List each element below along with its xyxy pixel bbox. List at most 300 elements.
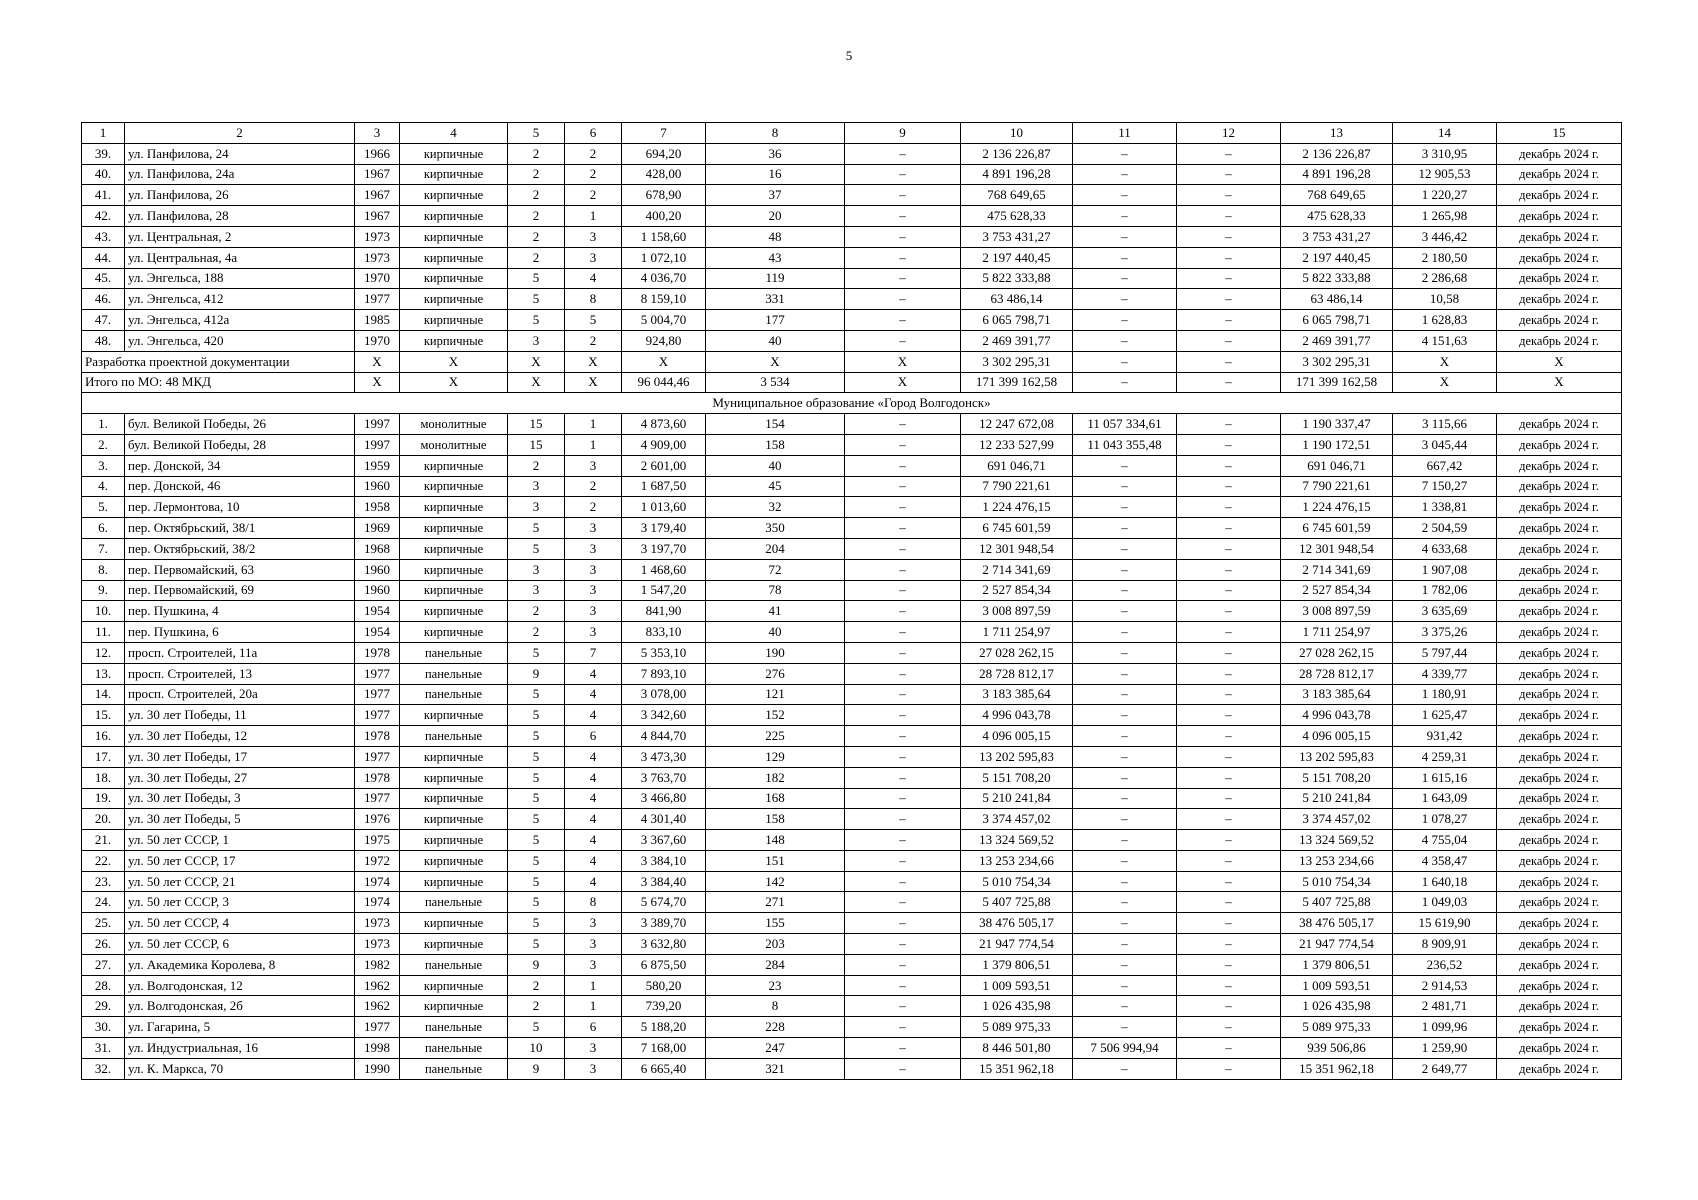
table-cell: 12 247 672,08 [961, 414, 1073, 435]
table-cell: – [1177, 247, 1281, 268]
table-cell: 3 [565, 934, 622, 955]
table-cell: 5 353,10 [622, 642, 706, 663]
table-row [82, 226, 1622, 247]
table-cell: – [1073, 206, 1177, 227]
design-docs-row-label: Разработка проектной документации [82, 351, 355, 372]
column-header: 3 [355, 123, 400, 144]
table-row [82, 455, 1622, 476]
table-cell: 1977 [355, 684, 400, 705]
table-cell: 11. [82, 622, 125, 643]
table-cell: декабрь 2024 г. [1497, 1017, 1622, 1038]
table-cell: 1 379 806,51 [961, 954, 1073, 975]
table-cell: 1960 [355, 559, 400, 580]
table-cell: 1954 [355, 622, 400, 643]
table-cell: 2. [82, 434, 125, 455]
table-cell: кирпичные [400, 476, 508, 497]
table-row [82, 934, 1622, 955]
table-cell: 9 [508, 1058, 565, 1079]
table-cell: 7 168,00 [622, 1038, 706, 1059]
table-cell: кирпичные [400, 809, 508, 830]
table-cell: – [1073, 538, 1177, 559]
table-row [82, 601, 1622, 622]
table-row [82, 580, 1622, 601]
table-cell: 1 026 435,98 [961, 996, 1073, 1017]
table-cell: декабрь 2024 г. [1497, 913, 1622, 934]
table-cell: пер. Пушкина, 4 [125, 601, 355, 622]
table-cell: 11 043 355,48 [1073, 434, 1177, 455]
table-cell: – [845, 434, 961, 455]
table-cell: 4 096 005,15 [961, 726, 1073, 747]
table-cell: 36 [706, 143, 845, 164]
table-cell: 228 [706, 1017, 845, 1038]
table-cell: 1 009 593,51 [1281, 975, 1393, 996]
table-cell: 3 [565, 518, 622, 539]
table-cell: 46. [82, 289, 125, 310]
table-cell: 3 342,60 [622, 705, 706, 726]
table-cell: 2 601,00 [622, 455, 706, 476]
table-cell: 2 [565, 185, 622, 206]
table-cell: – [1177, 934, 1281, 955]
table-cell: 841,90 [622, 601, 706, 622]
table-cell: кирпичные [400, 622, 508, 643]
table-cell: ул. Панфилова, 28 [125, 206, 355, 227]
table-cell: – [1073, 705, 1177, 726]
table-cell: панельные [400, 726, 508, 747]
table-cell: 119 [706, 268, 845, 289]
table-cell: – [845, 1058, 961, 1079]
table-cell: – [845, 580, 961, 601]
table-cell: 2 [508, 206, 565, 227]
table-cell: 276 [706, 663, 845, 684]
table-row [82, 975, 1622, 996]
table-cell: – [1073, 330, 1177, 351]
table-row [82, 850, 1622, 871]
table-cell: 14. [82, 684, 125, 705]
table-cell: 5 [508, 705, 565, 726]
table-cell: 3 [565, 559, 622, 580]
table-cell: 21 947 774,54 [1281, 934, 1393, 955]
table-cell: 694,20 [622, 143, 706, 164]
table-row [82, 497, 1622, 518]
table-cell: декабрь 2024 г. [1497, 1038, 1622, 1059]
table-cell: 1977 [355, 788, 400, 809]
page-number: 5 [845, 48, 853, 63]
table-cell: – [1177, 497, 1281, 518]
table-cell: – [1177, 996, 1281, 1017]
table-cell: 3. [82, 455, 125, 476]
table-cell: X [565, 372, 622, 393]
table-cell: декабрь 2024 г. [1497, 580, 1622, 601]
total-row [82, 372, 1622, 393]
table-cell: 29. [82, 996, 125, 1017]
table-cell: 1973 [355, 247, 400, 268]
table-cell: 152 [706, 705, 845, 726]
table-cell: – [845, 913, 961, 934]
table-cell: – [1073, 559, 1177, 580]
table-cell: 39. [82, 143, 125, 164]
table-cell: кирпичные [400, 913, 508, 934]
table-cell: – [845, 726, 961, 747]
table-cell: 1967 [355, 164, 400, 185]
table-cell: 4. [82, 476, 125, 497]
table-cell: 3 374 457,02 [961, 809, 1073, 830]
table-cell: 475 628,33 [1281, 206, 1393, 227]
table-cell: 7 150,27 [1393, 476, 1497, 497]
table-cell: 2 [565, 497, 622, 518]
table-cell: 4 339,77 [1393, 663, 1497, 684]
table-cell: – [1177, 830, 1281, 851]
table-cell: 5 210 241,84 [961, 788, 1073, 809]
table-cell: кирпичные [400, 206, 508, 227]
table-cell: – [1177, 580, 1281, 601]
table-cell: 331 [706, 289, 845, 310]
table-row [82, 289, 1622, 310]
table-cell: 6 [565, 1017, 622, 1038]
table-cell: просп. Строителей, 20а [125, 684, 355, 705]
table-cell: 15 619,90 [1393, 913, 1497, 934]
table-cell: 5 407 725,88 [1281, 892, 1393, 913]
table-cell: 5 822 333,88 [961, 268, 1073, 289]
table-cell: – [845, 518, 961, 539]
table-cell: 3 [508, 580, 565, 601]
table-cell: – [1073, 289, 1177, 310]
table-cell: 1977 [355, 663, 400, 684]
table-cell: 1973 [355, 934, 400, 955]
column-header: 8 [706, 123, 845, 144]
table-cell: – [845, 788, 961, 809]
table-cell: 1. [82, 414, 125, 435]
table-cell: кирпичные [400, 330, 508, 351]
table-cell: 121 [706, 684, 845, 705]
table-cell: 768 649,65 [961, 185, 1073, 206]
table-cell: – [1073, 767, 1177, 788]
table-cell: – [845, 663, 961, 684]
table-cell: 3 473,30 [622, 746, 706, 767]
table-cell: 2 714 341,69 [961, 559, 1073, 580]
table-cell: 4 873,60 [622, 414, 706, 435]
table-cell: 1 687,50 [622, 476, 706, 497]
table-cell: – [1073, 996, 1177, 1017]
table-cell: – [845, 830, 961, 851]
table-cell: декабрь 2024 г. [1497, 226, 1622, 247]
table-cell: декабрь 2024 г. [1497, 414, 1622, 435]
table-cell: декабрь 2024 г. [1497, 850, 1622, 871]
table-cell: – [1177, 185, 1281, 206]
table-cell: ул. 30 лет Победы, 17 [125, 746, 355, 767]
table-cell: кирпичные [400, 455, 508, 476]
table-cell: декабрь 2024 г. [1497, 663, 1622, 684]
table-cell: – [845, 455, 961, 476]
table-cell: 5 [508, 809, 565, 830]
table-cell: ул. Панфилова, 24 [125, 143, 355, 164]
table-cell: 1973 [355, 913, 400, 934]
table-cell: 8 159,10 [622, 289, 706, 310]
table-cell: кирпичные [400, 830, 508, 851]
table-cell: 1977 [355, 746, 400, 767]
table-cell: 3 632,80 [622, 934, 706, 955]
table-cell: 2 197 440,45 [1281, 247, 1393, 268]
table-cell: 13 253 234,66 [961, 850, 1073, 871]
table-cell: 1 338,81 [1393, 497, 1497, 518]
table-cell: 15 [508, 434, 565, 455]
table-cell: кирпичные [400, 788, 508, 809]
table-cell: – [1073, 580, 1177, 601]
table-cell: 924,80 [622, 330, 706, 351]
table-cell: 182 [706, 767, 845, 788]
table-cell: – [1073, 934, 1177, 955]
table-cell: – [1073, 268, 1177, 289]
table-cell: 48 [706, 226, 845, 247]
table-cell: X [355, 372, 400, 393]
table-cell: 5 674,70 [622, 892, 706, 913]
table-cell: 5 089 975,33 [961, 1017, 1073, 1038]
table-cell: панельные [400, 954, 508, 975]
table-cell: 1 [565, 996, 622, 1017]
table-cell: – [845, 185, 961, 206]
table-cell: 2 [508, 247, 565, 268]
table-cell: 38 476 505,17 [961, 913, 1073, 934]
table-cell: – [1177, 746, 1281, 767]
table-cell: 1973 [355, 226, 400, 247]
table-cell: ул. Панфилова, 24а [125, 164, 355, 185]
table-cell: декабрь 2024 г. [1497, 601, 1622, 622]
table-cell: 580,20 [622, 975, 706, 996]
table-cell: 3 [565, 622, 622, 643]
table-cell: 1 078,27 [1393, 809, 1497, 830]
table-cell: кирпичные [400, 975, 508, 996]
table-cell: панельные [400, 1058, 508, 1079]
table-cell: 1 907,08 [1393, 559, 1497, 580]
table-cell: 1962 [355, 996, 400, 1017]
table-cell: 5 [508, 767, 565, 788]
table-cell: кирпичные [400, 580, 508, 601]
table-cell: – [845, 892, 961, 913]
table-cell: 7 [565, 642, 622, 663]
table-cell: 3 753 431,27 [1281, 226, 1393, 247]
table-cell: 1 265,98 [1393, 206, 1497, 227]
table-cell: 6. [82, 518, 125, 539]
table-cell: X [400, 372, 508, 393]
table-cell: 10. [82, 601, 125, 622]
table-cell: – [1073, 892, 1177, 913]
table-cell: 5 010 754,34 [1281, 871, 1393, 892]
table-cell: 5 [508, 746, 565, 767]
table-cell: 3 [565, 1058, 622, 1079]
column-header: 6 [565, 123, 622, 144]
table-cell: 2 469 391,77 [961, 330, 1073, 351]
table-cell: 9. [82, 580, 125, 601]
table-cell: 4 [565, 871, 622, 892]
table-cell: – [1177, 164, 1281, 185]
table-cell: 2 714 341,69 [1281, 559, 1393, 580]
table-cell: 4 [565, 746, 622, 767]
table-cell: 2 286,68 [1393, 268, 1497, 289]
table-cell: 28. [82, 975, 125, 996]
table-row [82, 622, 1622, 643]
table-cell: 7 790 221,61 [1281, 476, 1393, 497]
table-cell: 5 [508, 310, 565, 331]
table-cell: 1985 [355, 310, 400, 331]
table-cell: – [1177, 351, 1281, 372]
table-row [82, 476, 1622, 497]
table-cell: – [1073, 663, 1177, 684]
table-cell: 3 [508, 330, 565, 351]
table-cell: 1 379 806,51 [1281, 954, 1393, 975]
table-cell: 3 008 897,59 [1281, 601, 1393, 622]
table-cell: ул. Волгодонская, 2б [125, 996, 355, 1017]
table-cell: 2 [508, 455, 565, 476]
table-cell: 1 711 254,97 [1281, 622, 1393, 643]
table-cell: 1954 [355, 601, 400, 622]
table-cell: – [1073, 372, 1177, 393]
table-cell: 40 [706, 622, 845, 643]
table-cell: декабрь 2024 г. [1497, 310, 1622, 331]
table-cell: 10 [508, 1038, 565, 1059]
table-cell: 7 506 994,94 [1073, 1038, 1177, 1059]
table-cell: 1 224 476,15 [961, 497, 1073, 518]
table-cell: декабрь 2024 г. [1497, 164, 1622, 185]
table-cell: 1975 [355, 830, 400, 851]
table-row [82, 434, 1622, 455]
table-cell: – [1177, 143, 1281, 164]
table-cell: 1 468,60 [622, 559, 706, 580]
table-cell: 24. [82, 892, 125, 913]
table-cell: декабрь 2024 г. [1497, 268, 1622, 289]
table-cell: панельные [400, 1017, 508, 1038]
table-cell: кирпичные [400, 268, 508, 289]
table-cell: монолитные [400, 434, 508, 455]
table-cell: 10,58 [1393, 289, 1497, 310]
table-cell: панельные [400, 642, 508, 663]
table-cell: 78 [706, 580, 845, 601]
table-cell: 3 197,70 [622, 538, 706, 559]
table-cell: 42. [82, 206, 125, 227]
table-cell: 2 [565, 164, 622, 185]
table-cell: 4 [565, 788, 622, 809]
table-cell: – [1073, 642, 1177, 663]
table-cell: декабрь 2024 г. [1497, 206, 1622, 227]
table-cell: декабрь 2024 г. [1497, 247, 1622, 268]
table-cell: декабрь 2024 г. [1497, 143, 1622, 164]
table-cell: 18. [82, 767, 125, 788]
table-cell: 13 324 569,52 [1281, 830, 1393, 851]
table-cell: 4 755,04 [1393, 830, 1497, 851]
table-cell: 6 665,40 [622, 1058, 706, 1079]
table-cell: 3 [508, 476, 565, 497]
table-cell: ул. 50 лет СССР, 17 [125, 850, 355, 871]
table-cell: – [1073, 455, 1177, 476]
table-cell: 38 476 505,17 [1281, 913, 1393, 934]
table-row [82, 518, 1622, 539]
table-cell: пер. Донской, 34 [125, 455, 355, 476]
table-cell: 2 527 854,34 [1281, 580, 1393, 601]
table-row [82, 330, 1622, 351]
table-row [82, 788, 1622, 809]
table-row [82, 310, 1622, 331]
table-cell: – [1177, 601, 1281, 622]
table-cell: X [706, 351, 845, 372]
table-cell: кирпичные [400, 746, 508, 767]
table-cell: – [1073, 1017, 1177, 1038]
table-cell: ул. Волгодонская, 12 [125, 975, 355, 996]
table-cell: 1997 [355, 434, 400, 455]
table-cell: декабрь 2024 г. [1497, 289, 1622, 310]
table-cell: – [1073, 247, 1177, 268]
table-cell: 16 [706, 164, 845, 185]
design-docs-row [82, 351, 1622, 372]
table-cell: 678,90 [622, 185, 706, 206]
table-cell: 5 822 333,88 [1281, 268, 1393, 289]
table-cell: 4 996 043,78 [961, 705, 1073, 726]
table-cell: 5 [508, 538, 565, 559]
table-cell: – [1073, 164, 1177, 185]
table-cell: кирпичные [400, 164, 508, 185]
table-cell: 177 [706, 310, 845, 331]
table-cell: 5. [82, 497, 125, 518]
column-header: 4 [400, 123, 508, 144]
table-cell: 8. [82, 559, 125, 580]
table-cell: – [1073, 476, 1177, 497]
table-cell: 1 [565, 414, 622, 435]
table-cell: кирпичные [400, 226, 508, 247]
table-cell: 1970 [355, 330, 400, 351]
table-cell: – [845, 164, 961, 185]
table-cell: 41. [82, 185, 125, 206]
table-cell: декабрь 2024 г. [1497, 1058, 1622, 1079]
table-cell: 3 [508, 559, 565, 580]
table-cell: 5 [508, 684, 565, 705]
column-header: 2 [125, 123, 355, 144]
table-cell: 5 [508, 268, 565, 289]
table-cell: 2 649,77 [1393, 1058, 1497, 1079]
table-cell: 428,00 [622, 164, 706, 185]
table-cell: 2 504,59 [1393, 518, 1497, 539]
table-cell: 37 [706, 185, 845, 206]
table-cell: 5 [508, 934, 565, 955]
table-cell: 3 389,70 [622, 913, 706, 934]
table-cell: 4 996 043,78 [1281, 705, 1393, 726]
table-cell: 1960 [355, 476, 400, 497]
table-cell: 1 259,90 [1393, 1038, 1497, 1059]
table-cell: 931,42 [1393, 726, 1497, 747]
table-cell: декабрь 2024 г. [1497, 726, 1622, 747]
table-cell: – [845, 497, 961, 518]
table-cell: 2 [508, 185, 565, 206]
table-cell: 45. [82, 268, 125, 289]
table-cell: – [845, 975, 961, 996]
table-cell: 9 [508, 954, 565, 975]
section-row [82, 393, 1622, 414]
table-cell: X [845, 372, 961, 393]
table-cell: 6 745 601,59 [961, 518, 1073, 539]
table-cell: декабрь 2024 г. [1497, 788, 1622, 809]
table-cell: 4 844,70 [622, 726, 706, 747]
table-cell: ул. Панфилова, 26 [125, 185, 355, 206]
table-cell: декабрь 2024 г. [1497, 455, 1622, 476]
table-cell: 1977 [355, 1017, 400, 1038]
table-cell: 4 096 005,15 [1281, 726, 1393, 747]
table-cell: 3 183 385,64 [961, 684, 1073, 705]
table-cell: – [1177, 434, 1281, 455]
table-cell: 3 384,40 [622, 871, 706, 892]
table-cell: ул. 50 лет СССР, 3 [125, 892, 355, 913]
table-cell: 8 [565, 289, 622, 310]
header-row [82, 123, 1622, 144]
table-cell: – [1177, 726, 1281, 747]
table-cell: 2 [508, 164, 565, 185]
table-row [82, 642, 1622, 663]
table-cell: 27 028 262,15 [1281, 642, 1393, 663]
